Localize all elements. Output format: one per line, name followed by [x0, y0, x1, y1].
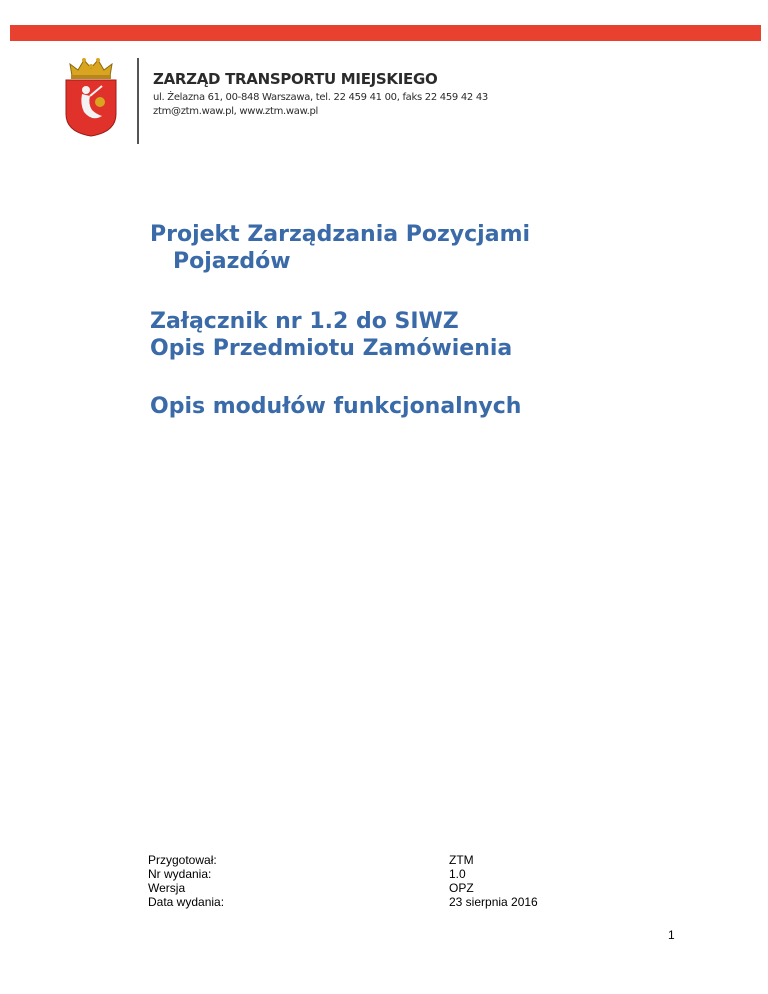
- attachment-title: Załącznik nr 1.2 do SIWZ: [150, 309, 459, 334]
- meta-value-edition: 1.0: [449, 867, 466, 881]
- header-divider: [137, 58, 139, 144]
- page-number: 1: [668, 928, 675, 942]
- organization-contact: ztm@ztm.waw.pl, www.ztm.waw.pl: [153, 106, 318, 117]
- metadata-labels: [148, 853, 224, 909]
- meta-label-version: Wersja: [148, 881, 186, 895]
- organization-name: ZARZĄD TRANSPORTU MIEJSKIEGO: [153, 70, 438, 88]
- meta-label-edition: Nr wydania:: [148, 867, 212, 881]
- document-title-line-1: Projekt Zarządzania Pozycjami: [150, 222, 531, 247]
- meta-label-issue-date: Data wydania:: [148, 895, 225, 909]
- meta-label-prepared-by: Przygotował:: [148, 853, 217, 867]
- meta-value-issue-date: 23 sierpnia 2016: [449, 895, 538, 909]
- header-accent-bar: [10, 25, 761, 41]
- meta-value-version: OPZ: [449, 881, 474, 895]
- document-title-line-2: Pojazdów: [173, 249, 291, 274]
- section-title: Opis modułów funkcjonalnych: [150, 394, 522, 419]
- coat-of-arms-icon: [62, 56, 120, 138]
- organization-address: ul. Żelazna 61, 00-848 Warszawa, tel. 22 459 41 00, faks 22 459 42 43: [153, 92, 488, 103]
- meta-value-prepared-by: ZTM: [449, 853, 474, 867]
- metadata-values: [449, 853, 538, 909]
- attachment-subtitle: Opis Przedmiotu Zamówienia: [150, 336, 513, 361]
